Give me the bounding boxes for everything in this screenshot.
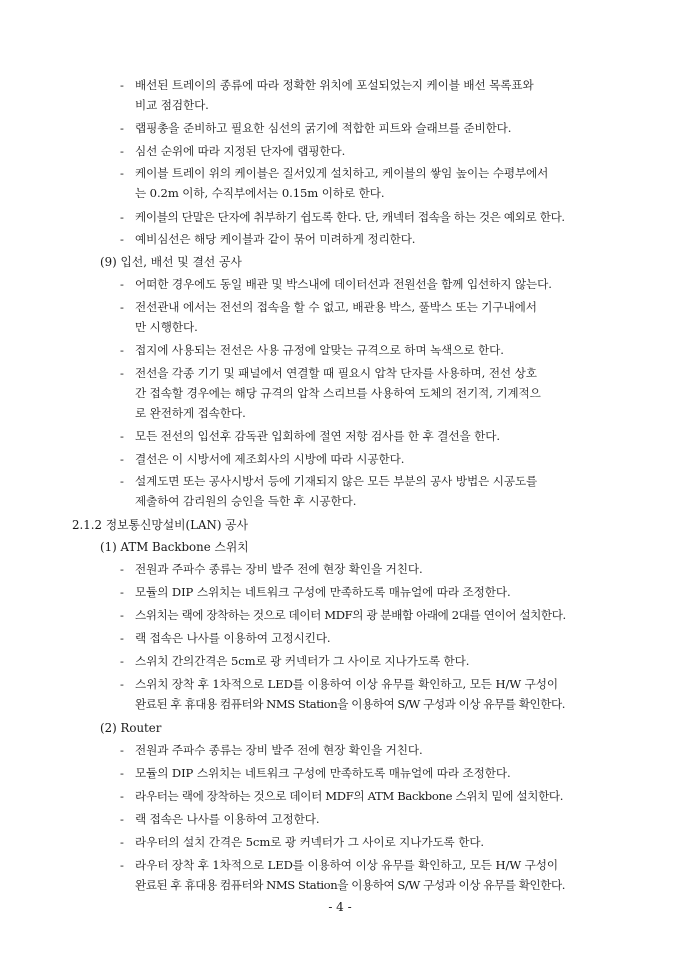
list-item-line: 랙 접속은 나사를 이용하여 고정시킨다. [135,631,331,645]
list-item-line: 완료된 후 휴대용 컴퓨터와 NMS Station을 이용하여 S/W 구성과 이상 유무를 확인한다. [135,697,566,711]
list-item-line: 심선 순위에 따라 지정된 단자에 랩핑한다. [135,144,346,158]
list-item-line: 설계도면 또는 공사시방서 등에 기재되지 않은 모든 부분의 공사 방법은 시공도를 [135,474,538,488]
bullet-dash: - [120,121,124,135]
subsection-heading: (2) Router [100,721,162,735]
bullet-dash: - [120,812,124,826]
bullet-dash: - [120,232,124,246]
list-item-line: 모듈의 DIP 스위치는 네트워크 구성에 만족하도록 매뉴얼에 따라 조정한다. [135,585,511,599]
list-item-line: 랙 접속은 나사를 이용하여 고정한다. [135,812,320,826]
list-item-line: 예비심선은 해당 케이블과 같이 묶어 미려하게 정리한다. [135,232,416,246]
list-item-line: 결선은 이 시방서에 제조회사의 시방에 따라 시공한다. [135,452,405,466]
list-item-line: 는 0.2m 이하, 수직부에서는 0.15m 이하로 한다. [135,186,385,200]
list-item-line: 스위치 간의간격은 5cm로 광 커넥터가 그 사이로 지나가도록 한다. [135,654,470,668]
bullet-dash: - [120,858,124,872]
bullet-dash: - [120,835,124,849]
list-item-line: 모든 전선의 입선후 감독관 입회하에 절연 저항 검사를 한 후 결선을 한다. [135,429,500,443]
bullet-dash: - [120,654,124,668]
bullet-dash: - [120,766,124,780]
bullet-dash: - [120,743,124,757]
bullet-dash: - [120,631,124,645]
bullet-dash: - [120,277,124,291]
bullet-dash: - [120,166,124,180]
list-item-line: 제출하여 감리원의 승인을 득한 후 시공한다. [135,494,357,508]
list-item-line: 모듈의 DIP 스위치는 네트워크 구성에 만족하도록 매뉴얼에 따라 조정한다. [135,766,511,780]
list-item-line: 접지에 사용되는 전선은 사용 규정에 알맞는 규격으로 하며 녹색으로 한다. [135,343,504,357]
list-item-line: 스위치 장착 후 1차적으로 LED를 이용하여 이상 유무를 확인하고, 모든 H/W 구성이 [135,677,558,691]
list-item-line: 어떠한 경우에도 동일 배관 및 박스내에 데이터선과 전원선을 함께 입선하지 않는다. [135,277,552,291]
list-item-line: 라우터의 설치 간격은 5cm로 광 커넥터가 그 사이로 지나가도록 한다. [135,835,485,849]
bullet-dash: - [120,300,124,314]
list-item-line: 전원과 주파수 종류는 장비 발주 전에 현장 확인을 거친다. [135,562,423,576]
bullet-dash: - [120,78,124,92]
bullet-dash: - [120,429,124,443]
list-item-line: 전선관내 에서는 전선의 접속을 할 수 없고, 배관용 박스, 풀박스 또는 기구내에서 [135,300,537,314]
bullet-dash: - [120,789,124,803]
list-item-line: 라우터는 랙에 장착하는 것으로 데이터 MDF의 ATM Backbone 스위치 밑에 설치한다. [135,789,564,803]
list-item-line: 케이블의 단말은 단자에 취부하기 쉽도록 한다. 단, 캐넥터 접속을 하는 것은 예외로 한다. [135,210,565,224]
list-item-line: 전선을 각종 기기 및 패널에서 연결할 때 필요시 압착 단자를 사용하며, 전선 상호 [135,366,537,380]
list-item-line: 전원과 주파수 종류는 장비 발주 전에 현장 확인을 거친다. [135,743,423,757]
list-item-line: 만 시행한다. [135,320,198,334]
page-number: - 4 - [328,900,352,914]
bullet-dash: - [120,608,124,622]
list-item-line: 완료된 후 휴대용 컴퓨터와 NMS Station을 이용하여 S/W 구성과 이상 유무를 확인한다. [135,878,566,892]
section-heading: 2.1.2 정보통신망설비(LAN) 공사 [72,518,248,532]
bullet-dash: - [120,210,124,224]
bullet-dash: - [120,562,124,576]
bullet-dash: - [120,585,124,599]
list-item-line: 랩핑총을 준비하고 필요한 심선의 굵기에 적합한 피트와 슬래브를 준비한다. [135,121,512,135]
list-item-line: 케이블 트레이 위의 케이블은 질서있게 설치하고, 케이블의 쌓임 높이는 수평부에서 [135,166,549,180]
subsection-heading: (1) ATM Backbone 스위치 [100,540,249,554]
list-item-line: 배선된 트레이의 종류에 따라 정확한 위치에 포설되었는지 케이블 배선 목록표와 [135,78,534,92]
bullet-dash: - [120,366,124,380]
subsection-heading: (9) 입선, 배선 및 결선 공사 [100,255,242,269]
list-item-line: 비교 점검한다. [135,98,209,112]
bullet-dash: - [120,474,124,488]
bullet-dash: - [120,144,124,158]
list-item-line: 간 접속할 경우에는 해당 규격의 압착 스리브를 사용하여 도체의 전기적, 기계적으 [135,386,541,400]
bullet-dash: - [120,343,124,357]
bullet-dash: - [120,677,124,691]
bullet-dash: - [120,452,124,466]
list-item-line: 스위치는 랙에 장착하는 것으로 데이터 MDF의 광 분배함 아래에 2대를 연이어 설치한다. [135,608,566,622]
list-item-line: 라우터 장착 후 1차적으로 LED를 이용하여 이상 유무를 확인하고, 모든 H/W 구성이 [135,858,558,872]
list-item-line: 로 완전하게 접속한다. [135,406,246,420]
